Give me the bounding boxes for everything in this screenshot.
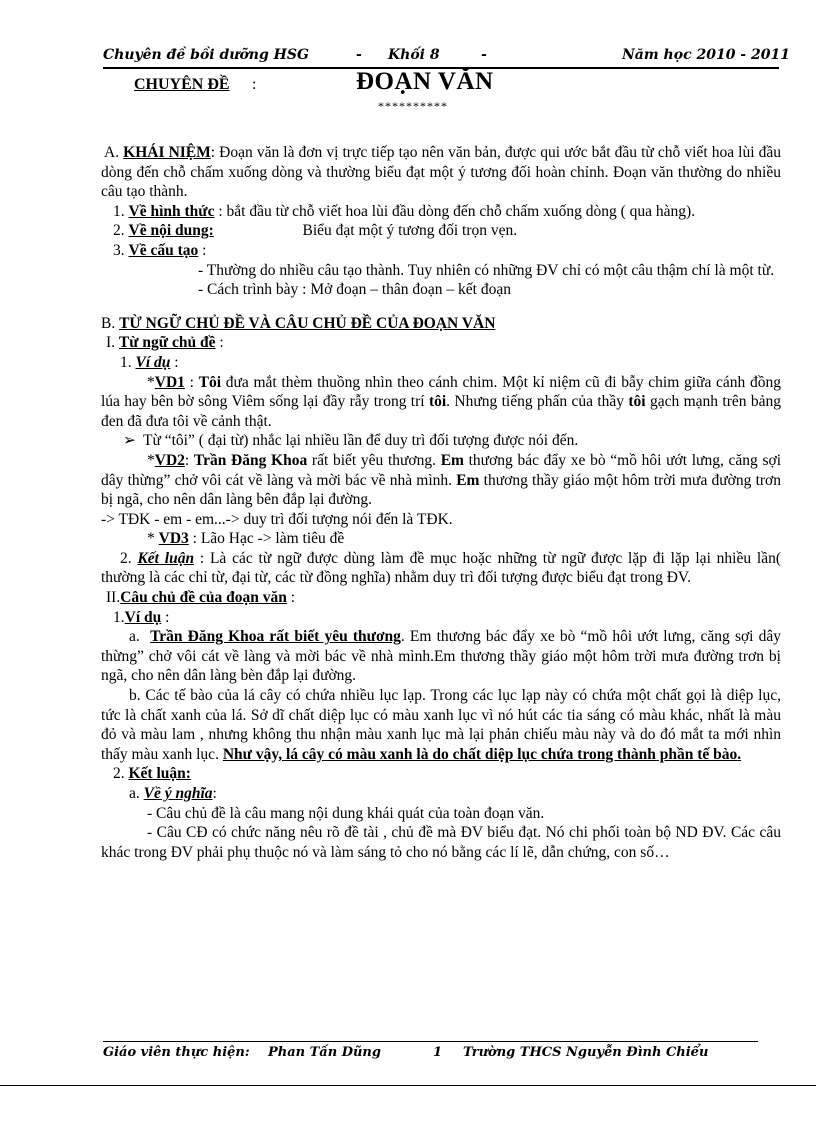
- example-b: b. Các tế bào của lá cây có chứa nhiều lục lạp. Trong các lục lạp này có chứa một chất gọi là diệp lục, tức là chất xanh của lá. Sở dĩ chất diệp lục có màu xanh lục vì nó hút các tia sáng có màu khác, nhất là màu đỏ và màu lam , nhưng không thu nhận màu xanh lục mà lại phản chiếu màu này và do đó mắt ta mới nhìn thấy màu xanh lục. Như vậy, lá cây có màu xanh là do chất diệp lục chứa trong thành phần tế bào.: [101, 687, 781, 763]
- page-number: 1: [433, 1045, 443, 1060]
- title-stars: **********: [378, 99, 448, 113]
- structure-note: - Cách trình bày : Mở đoạn – thân đoạn – kết đoạn: [198, 281, 511, 299]
- subsection-heading: a. Về ý nghĩa:: [129, 785, 217, 802]
- meaning-note: - Câu chủ đề là câu mang nội dung khái quát của toàn đoạn văn.: [147, 804, 545, 822]
- list-item: 1. Về hình thức : bắt đầu từ chỗ viết hoa lùi đầu dòng đến chỗ chấm xuống dòng ( qua hàng).: [113, 202, 696, 220]
- school-name: Trường THCS Nguyễn Đình Chiểu: [463, 1045, 709, 1060]
- arrow-bullet-icon: ➢: [123, 432, 136, 450]
- meaning-note: - Câu CĐ có chức năng nêu rõ đề tài , chủ đề mà ĐV biểu đạt. Nó chi phối toàn bộ ND ĐV. Các câu khác trong ĐV phải phụ thuộc nó và làm sáng tỏ cho nó bằng các lí lẽ, dẫn chứng, con số…: [101, 824, 781, 861]
- header-topic: Chuyên đề bồi dưỡng HSG: [103, 47, 309, 63]
- list-item: 3. Về cấu tạo :: [113, 241, 207, 259]
- page-title: ĐOẠN VĂN: [356, 68, 494, 95]
- list-item: 2. Về nội dung: Biểu đạt một ý tương đối trọn vẹn.: [113, 222, 518, 240]
- page-divider: [0, 1085, 816, 1086]
- example-vd1: *VD1 : Tôi đưa mắt thèm thuồng nhìn theo cánh chim. Một kỉ niệm cũ đi bẫy chim giữa cánh đồng lúa hay bên bờ sông Viêm sống lại đầy rẫy trong trí tôi. Nhưng tiếng phấn của thầy tôi gạch mạnh trên bảng đen đã đưa tôi về cảnh thật.: [101, 373, 782, 430]
- section-a-definition: A. KHÁI NIỆM: Đoạn văn là đơn vị trực tiếp tạo nên văn bản, được qui ước bắt đầu từ chỗ viết hoa lùi đầu dòng đến chỗ chấm xuống dòng và thường biểu đạt một ý tương đối hoàn chỉnh. Đoạn văn thường do nhiều câu tạo thành.: [101, 144, 781, 201]
- bullet-note: ➢ Từ “tôi” ( đại từ) nhắc lại nhiều lần để duy trì đối tượng được nói đến.: [123, 432, 579, 450]
- subsection-heading: 1.Ví dụ :: [113, 608, 170, 626]
- header-grade: Khối 8: [388, 47, 440, 63]
- example-vd3: * VD3 : Lão Hạc -> làm tiêu đề: [147, 530, 345, 548]
- conclusion-1: 2. Kết luận : Là các từ ngữ được dùng làm đề mục hoặc những từ ngữ được lặp đi lặp lại nhiều lần( thường là các chỉ từ, đại từ, các từ đồng nghĩa) nhằm duy trì đối tượng được biểu đạt trong ĐV.: [101, 549, 782, 587]
- section-a-heading: KHÁI NIỆM: [123, 144, 211, 161]
- topic-label: CHUYÊN ĐỀ: [134, 76, 230, 93]
- subsection-heading: II.Câu chủ đề của đoạn văn :: [106, 589, 296, 607]
- teacher-label: Giáo viên thực hiện:: [103, 1045, 250, 1060]
- example-vd2: *VD2: Trần Đăng Khoa rất biết yêu thương. Em thương bác đẩy xe bò “mồ hôi ướt lưng, căng sợi dây thừng” chở vôi cát về làng và mời bác về nhà mình. Em thương thầy giáo một hôm trời mưa đường trơn bị ngã, cho nên dân làng bên đắp lại đường.: [101, 451, 781, 509]
- document-body: [101, 143, 781, 862]
- section-b-heading: TỪ NGỮ CHỦ ĐỀ VÀ CÂU CHỦ ĐỀ CỦA ĐOẠN VĂN: [119, 314, 496, 332]
- structure-note: - Thường do nhiều câu tạo thành. Tuy nhiên có những ĐV chỉ có một câu thậm chí là một từ.: [198, 261, 775, 279]
- section-b-title: B. TỪ NGỮ CHỦ ĐỀ VÀ CÂU CHỦ ĐỀ CỦA ĐOẠN VĂN: [101, 314, 496, 332]
- page-footer: [103, 1041, 758, 1064]
- example-a: a. Trần Đăng Khoa rất biết yêu thương. Em thương bác đẩy xe bò “mồ hôi ướt lưng, căng sợi dây thừng” chở vôi cát về làng và mời bác về nhà mình.Em thương thầy giáo một hôm trời mưa đường trơn bị ngã, cho nên dân làng bèn đắp lại đường.: [101, 628, 781, 685]
- header-sep: -: [481, 47, 487, 63]
- header-sep: -: [356, 47, 362, 63]
- subsection-heading: 2. Kết luận:: [113, 765, 191, 783]
- teacher-name: Phan Tấn Dũng: [268, 1045, 381, 1060]
- subsection-heading: 1. Ví dụ :: [120, 353, 179, 371]
- tdk-note: -> TĐK - em - em...-> duy trì đối tượng nói đến là TĐK.: [101, 510, 453, 528]
- page-header: [103, 47, 790, 69]
- topic-colon: :: [252, 76, 257, 93]
- subsection-heading: I. Từ ngữ chủ đề :: [106, 334, 224, 352]
- header-school-year: Năm học 2010 - 2011: [622, 47, 790, 63]
